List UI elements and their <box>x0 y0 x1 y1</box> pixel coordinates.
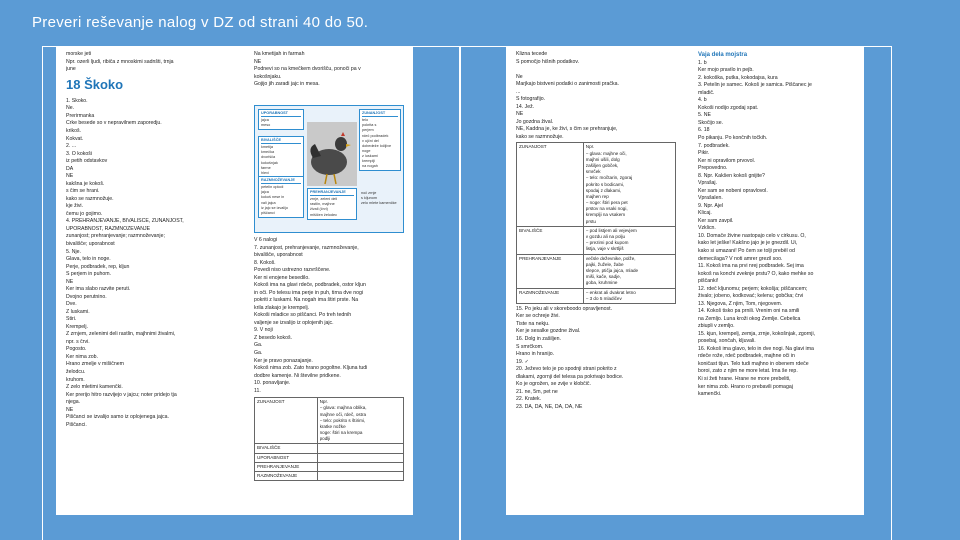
answer-line: 23. DA, DA, NE, DA, DA, NE <box>516 403 583 410</box>
answer-line: 5. NE <box>698 112 711 119</box>
table-cell-line: – pod listjem ali vejevjem <box>585 227 637 233</box>
answer-line: Vzklicn. <box>698 225 716 232</box>
answer-line: 10. ponavljanje. <box>254 380 291 387</box>
answer-line: 3. O kokoši <box>66 150 92 157</box>
right-answer-table <box>516 142 676 304</box>
table-cell-line: slepce, ptičja jajca, mlade <box>585 267 639 273</box>
answer-line: s čim se hrani. <box>66 188 100 195</box>
table-cell-line: – 3 do 5 mladičev <box>585 295 622 301</box>
answer-line: Glava, telo in noge. <box>66 256 111 263</box>
figure-box-uporabnost <box>258 109 304 130</box>
answer-line: DA <box>66 165 74 172</box>
answer-line: Ker prerijo hitro razvijejo v jajcu; noter pridejo tja <box>66 391 177 398</box>
table-cell-line: – telo: pokrito s štirimi, <box>319 417 366 423</box>
right-page-column-2 <box>698 51 862 399</box>
figure-item: kmečka <box>261 150 275 155</box>
answer-line: Z zelo mletimi kamenčki. <box>66 384 123 391</box>
table-row-content <box>317 472 403 481</box>
figure-item: mišičen želodec <box>310 212 338 217</box>
answer-line: Jo gozdna žival. <box>516 118 554 125</box>
answer-line: Ga. <box>254 349 263 356</box>
table-cell-line: noge: štiri na krempa <box>319 430 363 436</box>
table-row <box>255 462 404 471</box>
answer-line: dlakami, zgornji del telesa pa pokrivajo bodice. <box>516 373 624 380</box>
figure-item: vali jajca <box>261 200 276 205</box>
answer-line: Dvojno perutnino. <box>66 293 107 300</box>
figure-item: kokošnjak <box>261 160 278 165</box>
answer-line: Po pikanju. Po končnih točkih. <box>698 135 768 141</box>
table-cell-line: Npr. <box>319 399 329 405</box>
frame-divider <box>459 46 461 540</box>
table-row <box>255 398 404 444</box>
answer-line: živalo; jobeno, kodkovać; kelenu; gobčka; črvi <box>698 293 804 300</box>
answer-line: NE <box>66 406 74 413</box>
table-row-label: BIVALIŠČE <box>517 226 584 254</box>
figure-item: jajca <box>261 190 269 195</box>
answer-line: piščanki! <box>698 278 719 285</box>
figure-item: zrnje, zeleni deli <box>310 197 338 202</box>
figure-item: rdeč podbradek <box>362 133 389 138</box>
figure-item: telo <box>362 118 369 123</box>
answer-line: Štiri. <box>66 316 77 323</box>
answer-line: Ker je pravo ponazajanje. <box>254 357 313 364</box>
answer-line: kako se razmnožuje. <box>516 133 564 140</box>
table-cell-line: pokrito s bodicami, <box>585 181 625 187</box>
answer-line: Ker mojo pravilo in pejb. <box>698 67 754 74</box>
answer-line: pokriti z luskami. Na nogah ima štiri prste. Na <box>254 297 359 304</box>
answer-line: Tiste na nekju. <box>516 320 550 327</box>
figure-item: živali (črvi) <box>310 207 328 212</box>
answer-line: 8. Kokoš. <box>254 259 276 266</box>
answer-line: Z luskami. <box>66 308 90 315</box>
table-row <box>255 444 404 453</box>
answer-line: Ker ni enojene besedilo. <box>254 274 310 281</box>
figure-item: piščanci <box>261 210 275 215</box>
figure-item: dobedeže ločljive <box>362 143 392 148</box>
table-row-content <box>317 453 403 462</box>
answer-line: kako let ješke! Kakšno jajo je je gnezdil. Ui, <box>698 240 798 247</box>
answer-line: NE <box>254 58 262 65</box>
answer-line: bivališče, uporabnost <box>254 252 303 259</box>
figure-item: s kljunom <box>361 196 378 201</box>
answer-line: ... <box>516 88 521 95</box>
answer-line: Prerirmanka <box>66 112 95 119</box>
answer-line: čemu jo gojimo. <box>66 210 103 217</box>
answer-line: S smrčkom. <box>516 343 544 350</box>
answer-line: Ker sam zavpil. <box>698 217 734 224</box>
table-cell-line: večsle deževnike, polže, <box>585 255 636 261</box>
left-col1-top-text <box>66 51 256 74</box>
table-row-content <box>583 254 675 288</box>
table-cell-line: kratke nožke <box>319 423 346 429</box>
answer-line: posebaj, sončah, kljuvali. <box>698 338 756 345</box>
figure-item: pokrita s <box>362 123 377 128</box>
right-col1-top-text <box>516 51 688 141</box>
answer-line: ker nima zob. Hrano ro prebavili pomagaj <box>698 383 793 390</box>
answer-line: Krempelj. <box>66 323 88 330</box>
answer-line: 11. <box>254 387 261 394</box>
table-cell-line: – prezimi pod kupom <box>585 240 629 246</box>
answer-line: 5. Nje. <box>66 248 81 255</box>
answer-line: Marjkajo bistveni podatki o zanimosti pračka. <box>516 81 619 88</box>
answer-line: V 6 nalogi <box>254 237 278 243</box>
table-cell-line: prstu <box>585 218 596 224</box>
answer-line: Hrano in hranijo. <box>516 351 555 358</box>
answer-line: 7. podbradek. <box>698 142 730 149</box>
answer-line: 6. 18 <box>698 127 710 134</box>
answer-line: Kokoš ima na glavi rdeče, podbradek, ostor kljun <box>254 282 366 289</box>
answer-line: rdeče rože, rdeč podbradek, majhne oči in <box>698 353 795 360</box>
figure-box-header: RAZMNOŽEVANJE <box>261 178 301 184</box>
table-cell-line: v gozdu ali na polju <box>585 234 626 239</box>
answer-line: Piščanci se izvalijo samo iz oplojenega jajca. <box>66 414 169 421</box>
answer-line: june <box>66 66 76 73</box>
table-cell-line: listja, vaje v skrtljiš <box>585 246 624 252</box>
figure-side-notes <box>359 190 401 207</box>
table-row <box>517 288 676 303</box>
answer-line: Pikir. <box>698 150 710 157</box>
answer-line: 4. PREHRANJEVANJE, BIVALIŠČE, ZUNANJOST, <box>66 218 184 225</box>
figure-item: farme <box>261 165 271 170</box>
answer-line: Klizna tecede <box>516 51 548 57</box>
answer-line: demeci/aga? V noti amrer grezil soo. <box>698 255 783 262</box>
section-number: 18 <box>66 76 81 92</box>
left-col2-top-text <box>254 51 412 89</box>
figure-box-razmnozevanje <box>258 176 304 218</box>
figure-item: petelin oplodi <box>261 185 284 190</box>
answer-line: Klicaj. <box>698 210 712 217</box>
answer-line: Prepovedno. <box>698 165 728 172</box>
table-cell-line: – noge: štiri pera pet <box>585 200 628 206</box>
table-row-label: ZUNANJOST <box>517 143 584 226</box>
table-row <box>517 226 676 254</box>
answer-line: 14. Jež. <box>516 103 535 110</box>
table-row <box>255 453 404 462</box>
slide-title: Preveri reševanje nalog v DZ od strani 40 do 50. <box>32 14 369 31</box>
figure-box-prehranjevanje <box>307 188 357 220</box>
table-cell-line: majhne oči, rdeč, ostra <box>319 411 367 417</box>
figure-item: dvorišča <box>261 155 276 160</box>
answer-line: Ga. <box>254 342 263 349</box>
table-cell-line: pajki, žužele, žabe <box>585 261 624 267</box>
answer-line: 16. Dolg in zašiljen. <box>516 336 561 342</box>
answer-line: Perje, podbradek, rep, kljun <box>66 263 130 270</box>
answer-line: kruhom. <box>66 376 85 383</box>
figure-item: z luskami <box>362 154 378 158</box>
answer-line: boroi, zato z njim ne more letat. Ima še rep. <box>698 368 798 375</box>
right-col1-answers <box>516 306 688 411</box>
answer-line: 7. zunanjost, prehranjevanje, razmnoževanje, <box>254 244 359 251</box>
answer-line: 11. Kokoš ima na prvi nrej podbradek. Sej ima <box>698 263 804 270</box>
right-workbook-page <box>506 47 864 515</box>
answer-line: zbiupli v zemljo. <box>698 323 735 330</box>
answer-line: 16. Kokoš ima glavo, telo in dve nogi. Na glavi ima <box>698 345 814 352</box>
answer-line: 13. Njegova, Z njim, Tom, njegovem. <box>698 300 783 307</box>
answer-line: 15. kjun, krempelj, zemja, zrnje, kokošnjak, zgornji, <box>698 330 816 337</box>
section-name: Škoko <box>84 76 124 92</box>
answer-line: Povedi niso ustrezno razvrščene. <box>254 267 331 274</box>
answer-line: dodbre kamenje. Ni številne pridkene. <box>254 372 341 379</box>
figure-item: kokoš nese in <box>261 195 285 200</box>
answer-line: 3. Petelin je samec. Kokoš je samica. Piščanec je <box>698 82 812 89</box>
table-row-content <box>317 444 403 453</box>
table-row-label: UPORABNOST <box>255 453 318 462</box>
answer-line: Pogosto. <box>66 346 87 353</box>
answer-line: Piščanci. <box>66 421 87 428</box>
table-cell-line: miši, kače, sadje, <box>585 274 621 280</box>
answer-line: želodcu. <box>66 369 86 376</box>
answer-line: NE, Kaddna je, ke živi, s čim se prehranjuje, <box>516 126 618 133</box>
answer-line: npr. s črvi. <box>66 338 90 345</box>
answer-line: Kokoš nima zob. Zato hrano pogoltne. Kljuna tudi <box>254 365 368 372</box>
answer-line: kokoš na konchi zveknje prstu? O, kako mehke so <box>698 270 814 277</box>
answer-line <box>516 66 688 74</box>
table-row <box>255 472 404 481</box>
answer-line: NE <box>66 173 74 180</box>
answer-line: Ker je sesalke gozdne žival. <box>516 328 581 335</box>
chicken-mindmap-figure <box>254 105 404 233</box>
answer-line: zunanjost; prehranjevanje; razmnoževanje; <box>66 233 165 240</box>
answer-line: Z zrnjem, zelenimi deli rastlin, majhnimi živalmi, <box>66 331 176 338</box>
figure-item: perjem <box>362 128 374 133</box>
answer-line: Kokoši nodijo zgodaj spat. <box>698 104 759 111</box>
answer-line: NE <box>66 278 74 285</box>
answer-line: Črke besede so v nepravilnem zaporedju. <box>66 120 162 127</box>
answer-line: kako si umazani! Po čem se tolji preběl od <box>698 247 795 254</box>
table-row <box>517 143 676 226</box>
answer-line: Gojijo jih zaradi jajc in mesa. <box>254 81 320 88</box>
section-heading <box>66 78 256 92</box>
figure-item: iz jajc se izvalijo <box>261 205 289 210</box>
figure-box-header: BIVALIŠČE <box>261 138 301 144</box>
figure-item: kremplji <box>362 159 376 164</box>
table-cell-line: majhen rep <box>585 193 609 199</box>
table-cell-line: zašiljen gobček, <box>585 162 619 168</box>
table-cell-line: – telo: močtarin, zgoraj <box>585 175 633 181</box>
answer-line: S pomočjo hišnih podatkov. <box>516 58 580 65</box>
table-row-label: RAZMNOŽEVANJE <box>255 472 318 481</box>
answer-line: Ker sam se nobeni opravlovol. <box>698 187 768 194</box>
figure-box-zunanjost <box>359 109 401 171</box>
table-row-content <box>317 398 403 444</box>
figure-item: zelo mlete kamenčke <box>361 201 397 206</box>
answer-line: Ki si žeti hrane. Hrane ne more prebeliti, <box>698 376 791 382</box>
figure-item: meso <box>261 123 271 128</box>
table-row-label: ZUNANJOST <box>255 398 318 444</box>
table-cell-line: – glava: majhna oblika, <box>319 405 367 411</box>
figure-item: hlevi <box>261 170 269 175</box>
answer-line: Ne <box>516 73 523 80</box>
answer-line: kje živi. <box>66 203 84 210</box>
answer-line: S perjem in puhom. <box>66 271 111 278</box>
answer-line: Dve. <box>66 301 77 308</box>
answer-line: koničast tijun. Telo tudi majhno in obenem rdeče <box>698 360 809 367</box>
left-page-column-2 <box>254 51 412 89</box>
answer-line: 22. Kratek. <box>516 396 542 403</box>
answer-line: Ker ni opravilom prvovol. <box>698 157 756 164</box>
figure-item: noč zrnje <box>361 191 377 195</box>
left-col2-answers <box>254 237 412 395</box>
figure-item: jajca <box>261 118 269 123</box>
answer-line: njega. <box>66 399 81 406</box>
table-cell-line: podlji <box>319 436 331 442</box>
answer-line: Kokvat. <box>66 135 84 142</box>
answer-line: 9. Npr. Ajel <box>698 202 724 209</box>
answer-line: Kokoši mladice so piščanci. Po treh tednih <box>254 312 352 319</box>
figure-box-header: UPORABNOST <box>261 111 301 117</box>
table-row-content <box>583 226 675 254</box>
answer-line: 19. ✓ <box>516 358 529 365</box>
hen-illustration <box>307 122 357 186</box>
answer-line: Ne. <box>66 105 75 112</box>
figure-item: noge <box>362 148 371 153</box>
figure-item: kmetija <box>261 145 274 150</box>
answer-line: Vprašalen. <box>698 195 723 202</box>
left-col1-answers <box>66 98 256 429</box>
table-row-label: RAZMNOŽEVANJE <box>517 288 584 303</box>
answer-line: 12. rdeč kljunomu; perjem; kokošja; piščancem; <box>698 285 808 292</box>
left-workbook-page <box>56 47 413 515</box>
answer-line: iz petih odstavkov <box>66 158 108 165</box>
figure-item: na nogah <box>362 164 378 169</box>
table-row-label: BIVALIŠČE <box>255 444 318 453</box>
answer-line: Ker nima zob. <box>66 353 99 360</box>
answer-line: Vprašaj. <box>698 180 718 187</box>
table-row-label: PREHRANJEVANJE <box>517 254 584 288</box>
figure-box-bivalisce <box>258 136 304 178</box>
right-page-column-1 <box>516 51 688 411</box>
answer-line: valjenje se izvalijo iz oplojenih jajc. <box>254 319 334 326</box>
figure-box-header: PREHRANJEVANJE <box>310 190 354 196</box>
table-cell-line: – enkrat ali dvakrat letno <box>585 289 636 295</box>
table-cell-line: kremplji na vsakem <box>585 212 626 218</box>
answer-line: 15. Po jeku ali v skoreboodo opravljenost. <box>516 305 613 312</box>
answer-line: kokošnjaku. <box>254 73 282 80</box>
answer-line: S fotografijo. <box>516 96 546 103</box>
answer-line: 14. Kokoš tisko pa prnili. Vrenim oni na smili <box>698 308 800 315</box>
answer-line: na Zemljo. Luna kroži okog Zemlje. Čebelica <box>698 315 801 322</box>
answer-line: 10. Domače živine nastopajo celo v cirkusu. O, <box>698 232 806 239</box>
answer-line: Na kmetijah in farmah <box>254 51 305 57</box>
answer-line: UPORABNOST, RAZMNOŽEVANJE <box>66 225 151 232</box>
answer-line: krikoš. <box>66 128 81 135</box>
practice-section-heading: Vaja dela mojstra <box>698 52 748 58</box>
left-page-column-1 <box>66 51 256 429</box>
table-cell-line: smrček <box>585 169 601 175</box>
answer-line: Ko je ogrožen, se zvije v klobčič. <box>516 381 591 388</box>
figure-item: rastlin, majhne <box>310 202 335 207</box>
figure-box-header: ZUNANJOST <box>362 111 398 117</box>
table-row-label: PREHRANJEVANJE <box>255 462 318 471</box>
answer-line: kakšna je kokoš. <box>66 180 105 187</box>
answer-line: 2. ... <box>66 143 77 150</box>
answer-line: 1. b <box>698 59 707 66</box>
answer-line: 21. ne, 5m, pet ne <box>516 388 558 395</box>
answer-line: 8. Npr. Kakšen kokoš gnijite? <box>698 172 765 179</box>
answer-line: Npr. ozerli ljudi, ribiča z mnoskimi sadnšti, trnja <box>66 58 174 65</box>
answer-line: kamenčki. <box>698 391 722 398</box>
answer-line: krila zlakajo je krempelj. <box>254 304 310 311</box>
table-row-content <box>583 288 675 303</box>
answer-line: 9. V noji <box>254 327 273 334</box>
table-row <box>517 254 676 288</box>
table-cell-line: prstov na vsaki nogi, <box>585 206 628 212</box>
table-cell-line: spodaj z dlakami, <box>585 187 622 193</box>
figure-item: v ujčni del <box>362 138 379 143</box>
answer-line: Ker se ochreje živi. <box>516 313 560 320</box>
answer-line: Hrano zmelje v mišičnem <box>66 361 124 368</box>
answer-line: 2. kokoška, putka, kokodajsa, kura <box>698 74 778 81</box>
answer-line: Ker ima slabo razvite peruti. <box>66 286 131 293</box>
table-row-content <box>583 143 675 226</box>
table-cell-line: – glava: majhne oči, <box>585 150 627 156</box>
table-cell-line: majhni ušili, dolg <box>585 156 620 162</box>
table-cell-line: Npr. <box>585 144 595 150</box>
left-answer-table <box>254 397 404 481</box>
answer-line: 1. Škoko. <box>66 97 88 104</box>
table-cell-line: goba, kruhmine <box>585 280 618 286</box>
answer-line: in oči. Po telesu ima perje in puh, tirna dve nogi <box>254 289 364 296</box>
answer-line: mladič. <box>698 89 715 96</box>
answer-line: Skočijo se. <box>698 119 724 126</box>
answer-line: Podnevi so na kmečkem dvorišču, ponoči pa v <box>254 66 361 73</box>
answer-line: bivališče; uporabnost <box>66 240 115 247</box>
answer-line: 4. b <box>698 97 707 104</box>
answer-line: 20. Ježevo telo je po spodnji strani pokrito z <box>516 366 617 373</box>
answer-line: morske jeti <box>66 51 92 57</box>
right-col2-answers <box>698 60 862 399</box>
left-page-column-2-body <box>254 237 412 481</box>
answer-line: Z besedo kokoš. <box>254 334 293 341</box>
table-row-content <box>317 462 403 471</box>
answer-line: NE <box>516 111 524 118</box>
answer-line: kako se razmnožuje. <box>66 195 114 202</box>
